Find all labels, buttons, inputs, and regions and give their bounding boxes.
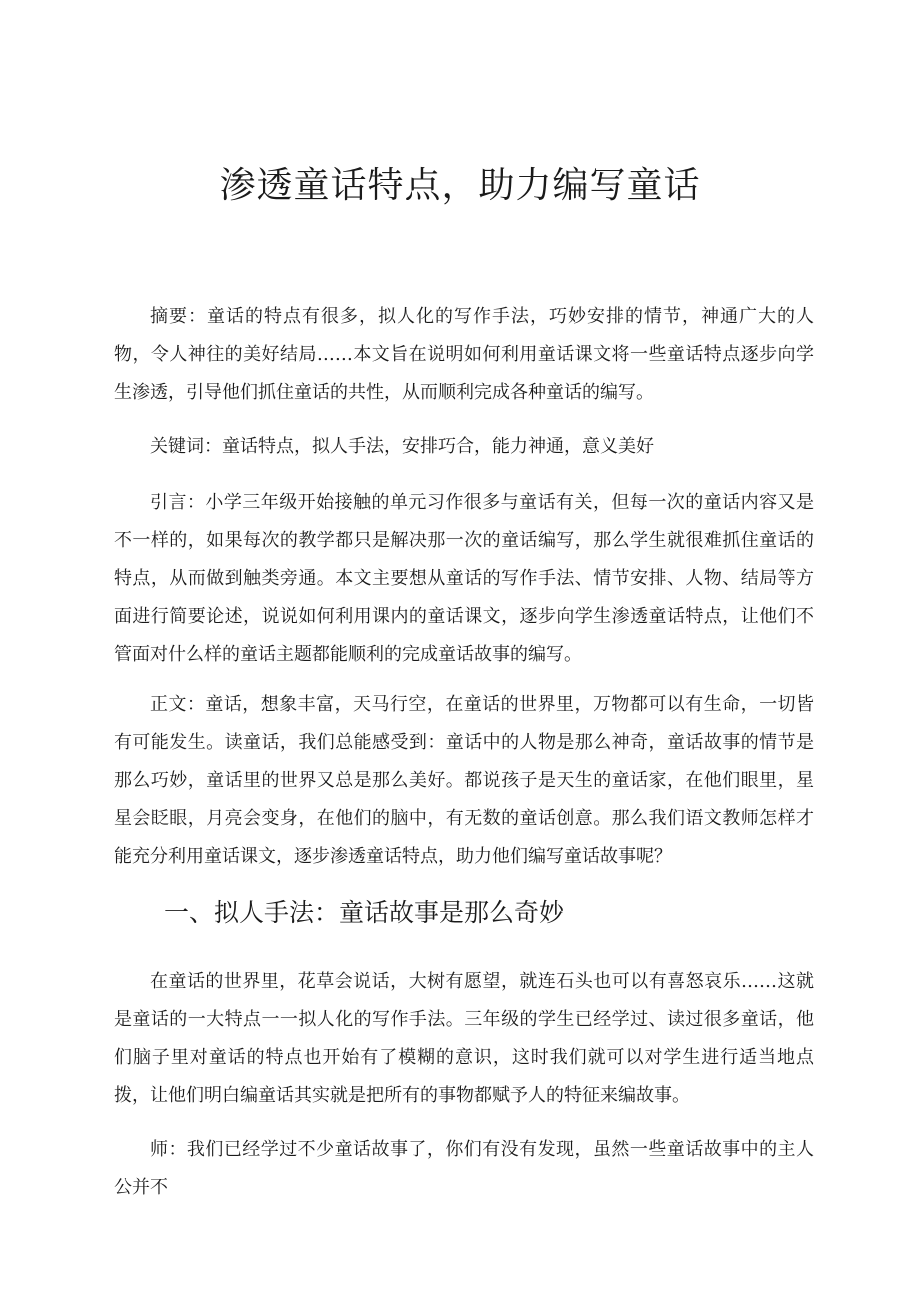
document-title: 渗透童话特点，助力编写童话 [219,165,701,206]
section-heading: 一、拟人手法：童话故事是那么奇妙 [164,898,565,927]
introduction-paragraph: 引言：小学三年级开始接触的单元习作很多与童话有关，但每一次的童话内容又是不一样的，如果每次的教学都只是解决那一次的童话编写，那么学生就很难抓住童话的特点，从而做到触类旁通。本文主要想从童话的写作手法、情节安排、人物、结局等方面进行简要论述，说说如何利用课内的童话课文，逐步向学生渗透童话特点，让他们不管面对什么样的童话主题都能顺利的完成童话故事的编写。 [114,492,814,665]
section-paragraph: 在童话的世界里，花草会说话，大树有愿望，就连石头也可以有喜怒哀乐……这就是童话的一大特点一一拟人化的写作手法。三年级的学生已经学过、读过很多童话，他们脑子里对童话的特点也开始有了模糊的意识，这时我们就可以对学生进行适当地点拨，让他们明白编童话其实就是把所有的事物都赋予人的特征来编故事。 [114,971,814,1106]
teacher-dialogue-paragraph: 师：我们已经学过不少童话故事了，你们有没有发现，虽然一些童话故事中的主人公并不 [114,1139,814,1198]
abstract-paragraph: 摘要：童话的特点有很多，拟人化的写作手法，巧妙安排的情节，神通广大的人物，令人神往的美好结局……本文旨在说明如何利用童话课文将一些童话特点逐步向学生渗透，引导他们抓住童话的共性，从而顺利完成各种童话的编写。 [114,306,814,403]
body-paragraph: 正文：童话，想象丰富，天马行空，在童话的世界里，万物都可以有生命，一切皆有可能发生。读童话，我们总能感受到：童话中的人物是那么神奇，童话故事的情节是那么巧妙，童话里的世界又总是那么美好。都说孩子是天生的童话家，在他们眼里，星星会眨眼，月亮会变身，在他们的脑中，有无数的童话创意。那么我们语文教师怎样才能充分利用童话课文，逐步渗透童话特点，助力他们编写童话故事呢？ [114,694,814,867]
keywords-paragraph: 关键词：童话特点，拟人手法，安排巧合，能力神通，意义美好 [150,436,654,457]
